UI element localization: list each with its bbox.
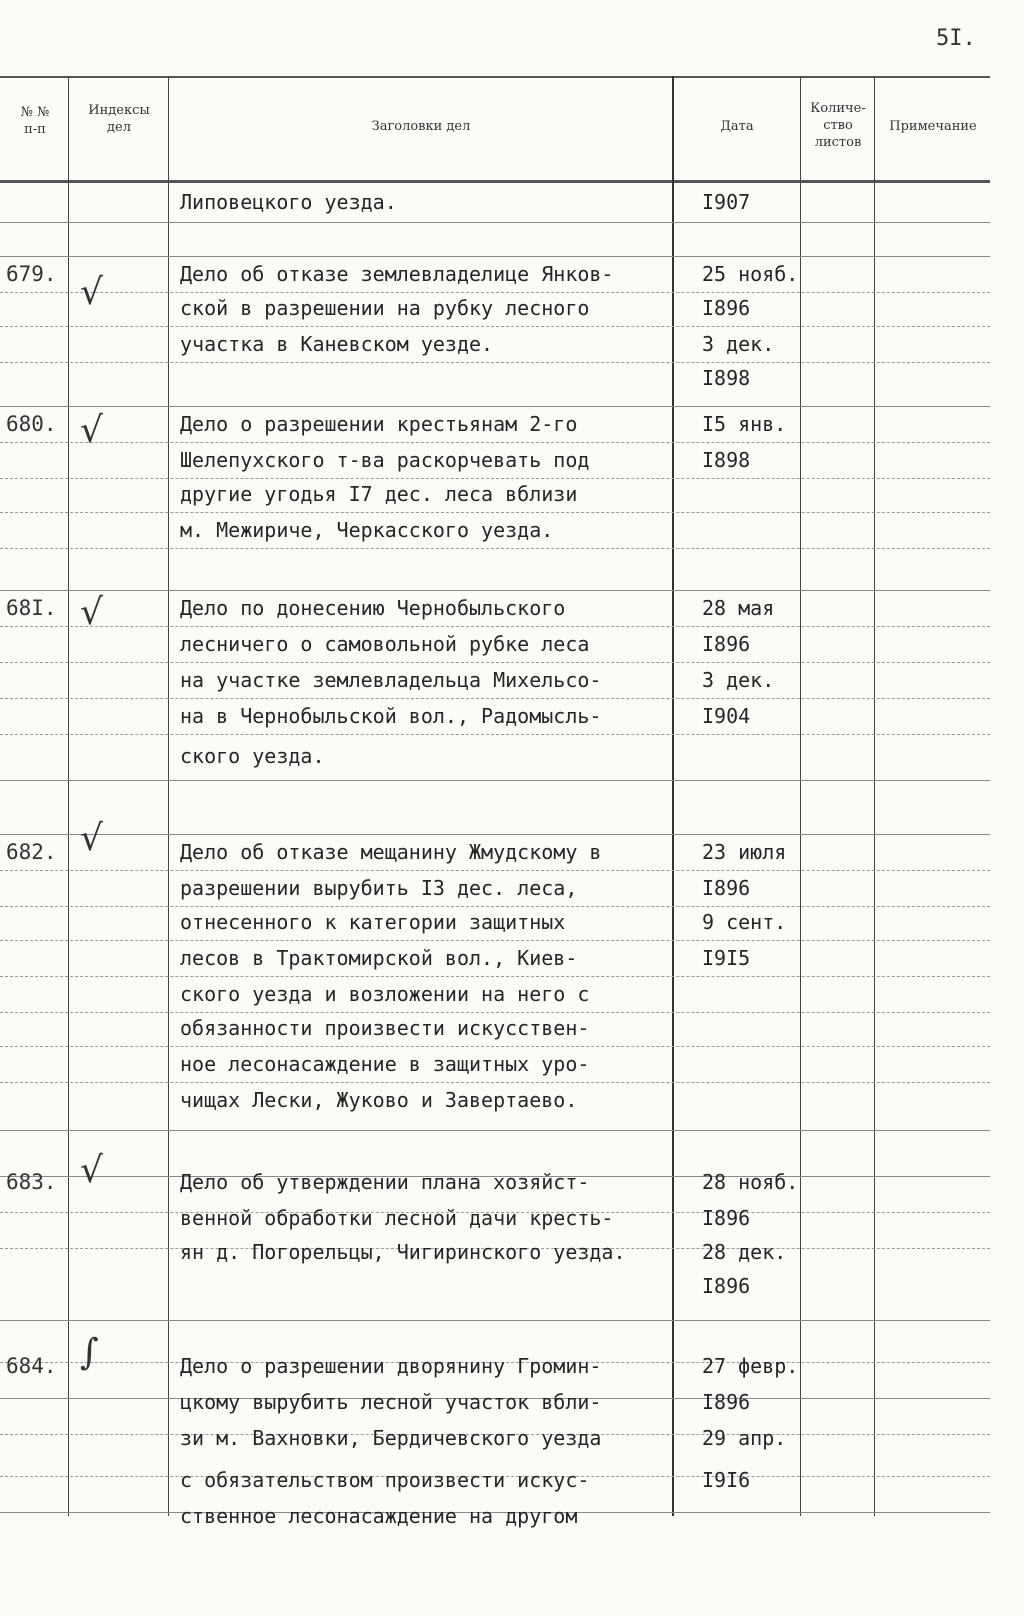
record-date: 23 июля (702, 840, 787, 864)
rule-line (0, 870, 990, 871)
header-index: Индексы дел (88, 103, 150, 135)
record-date: I896 (702, 1274, 751, 1298)
rule-line (0, 780, 990, 781)
rule-line (0, 662, 990, 663)
record-title-line: другие угодья I7 дес. леса вблизи (180, 482, 578, 506)
rule-line (0, 326, 990, 327)
rule-line (0, 940, 990, 941)
record-date: 29 апр. (702, 1426, 787, 1450)
record-number: 680. (6, 412, 57, 436)
rule-line (0, 1320, 990, 1321)
record-title-line: цкому вырубить лесной участок вбли- (180, 1390, 602, 1414)
page-number: 5I. (936, 26, 976, 51)
record-title-line: отнесенного к категории защитных (180, 910, 566, 934)
record-title-line: Дело о разрешении крестьянам 2-го (180, 412, 578, 436)
record-date: I896 (702, 1206, 751, 1230)
checkmark-icon: √ (80, 592, 103, 633)
record-date: I9I5 (702, 946, 751, 970)
record-date: I5 янв. (702, 412, 787, 436)
record-date: I898 (702, 448, 751, 472)
record-title-line: Дело об отказе мещанину Жмудскому в (180, 840, 602, 864)
record-date: I904 (702, 704, 751, 728)
header-top-rule (0, 76, 990, 78)
rule-line (0, 1130, 990, 1131)
record-title-line: Липовецкого уезда. (180, 190, 397, 214)
rule-line (0, 834, 990, 835)
record-number: 68I. (6, 596, 57, 620)
rule-line (0, 1046, 990, 1047)
record-date: 28 мая (702, 596, 775, 620)
rule-line (0, 292, 990, 293)
record-title-line: зи м. Вахновки, Бердичевского уезда (180, 1426, 602, 1450)
record-title-line: Дело по донесению Чернобыльского (180, 596, 566, 620)
record-title-line: Дело об утверждении плана хозяйст- (180, 1170, 590, 1194)
rule-line (0, 512, 990, 513)
record-title-line: ственное лесонасаждение на другом (180, 1504, 578, 1528)
record-date: I907 (702, 190, 751, 214)
record-number: 682. (6, 840, 57, 864)
rule-line (0, 406, 990, 407)
rule-line (0, 1082, 990, 1083)
record-title-line: ского уезда и возложении на него с (180, 982, 590, 1006)
record-title-line: Шелепухского т-ва раскорчевать под (180, 448, 590, 472)
rule-line (0, 548, 990, 549)
checkmark-icon: √ (80, 272, 103, 313)
record-date: 25 нояб. (702, 262, 799, 286)
rule-line (0, 362, 990, 363)
record-date: I896 (702, 876, 751, 900)
checkmark-icon: √ (80, 818, 103, 859)
header-note: Примечание (889, 119, 977, 134)
rule-line (0, 698, 990, 699)
record-title-line: Дело об отказе землевладелице Янков- (180, 262, 614, 286)
record-title-line: ное лесонасаждение в защитных уро- (180, 1052, 590, 1076)
record-date: 28 нояб. (702, 1170, 799, 1194)
record-title-line: с обязательством произвести искус- (180, 1468, 590, 1492)
checkmark-icon: ∫ (80, 1332, 99, 1373)
record-date: 3 дек. (702, 668, 775, 692)
record-title-line: участка в Каневском уезде. (180, 332, 494, 356)
record-title-line: Дело о разрешении дворянину Громин- (180, 1354, 602, 1378)
record-date: I896 (702, 632, 751, 656)
checkmark-icon: √ (80, 410, 103, 451)
header-number: № № п-п (20, 105, 50, 137)
record-date: 9 сент. (702, 910, 787, 934)
header-title: Заголовки дел (371, 119, 471, 134)
record-title-line: чищах Лески, Жуково и Завертаево. (180, 1088, 578, 1112)
record-title-line: на участке землевладельца Михельсо- (180, 668, 602, 692)
record-title-line: обязанности произвести искусствен- (180, 1016, 590, 1040)
rule-line (0, 222, 990, 223)
record-title-line: лесов в Трактомирской вол., Киев- (180, 946, 578, 970)
record-title-line: ского уезда. (180, 744, 325, 768)
record-title-line: ян д. Погорельцы, Чигиринского уезда. (180, 1240, 626, 1264)
record-title-line: ской в разрешении на рубку лесного (180, 296, 590, 320)
record-date: 28 дек. (702, 1240, 787, 1264)
rule-line (0, 1012, 990, 1013)
rule-line (0, 478, 990, 479)
record-number: 679. (6, 262, 57, 286)
record-title-line: м. Межириче, Черкасского уезда. (180, 518, 554, 542)
record-date: I898 (702, 366, 751, 390)
header-sheet-count: Количе- ство листов (810, 101, 866, 150)
rule-line (0, 442, 990, 443)
rule-line (0, 906, 990, 907)
record-title-line: венной обработки лесной дачи кресть- (180, 1206, 614, 1230)
header-date: Дата (720, 119, 754, 134)
rule-line (0, 626, 990, 627)
record-title-line: лесничего о самовольной рубке леса (180, 632, 590, 656)
header-bottom-rule (0, 180, 990, 183)
record-date: 3 дек. (702, 332, 775, 356)
record-number: 683. (6, 1170, 57, 1194)
record-number: 684. (6, 1354, 57, 1378)
record-date: 27 февр. (702, 1354, 799, 1378)
checkmark-icon: √ (80, 1150, 103, 1191)
rule-line (0, 590, 990, 591)
record-title-line: на в Чернобыльской вол., Радомысль- (180, 704, 602, 728)
rule-line (0, 976, 990, 977)
record-title-line: разрешении вырубить I3 дес. леса, (180, 876, 578, 900)
record-date: I896 (702, 1390, 751, 1414)
rule-line (0, 734, 990, 735)
rule-line (0, 256, 990, 257)
record-date: I896 (702, 296, 751, 320)
record-date: I9I6 (702, 1468, 751, 1492)
